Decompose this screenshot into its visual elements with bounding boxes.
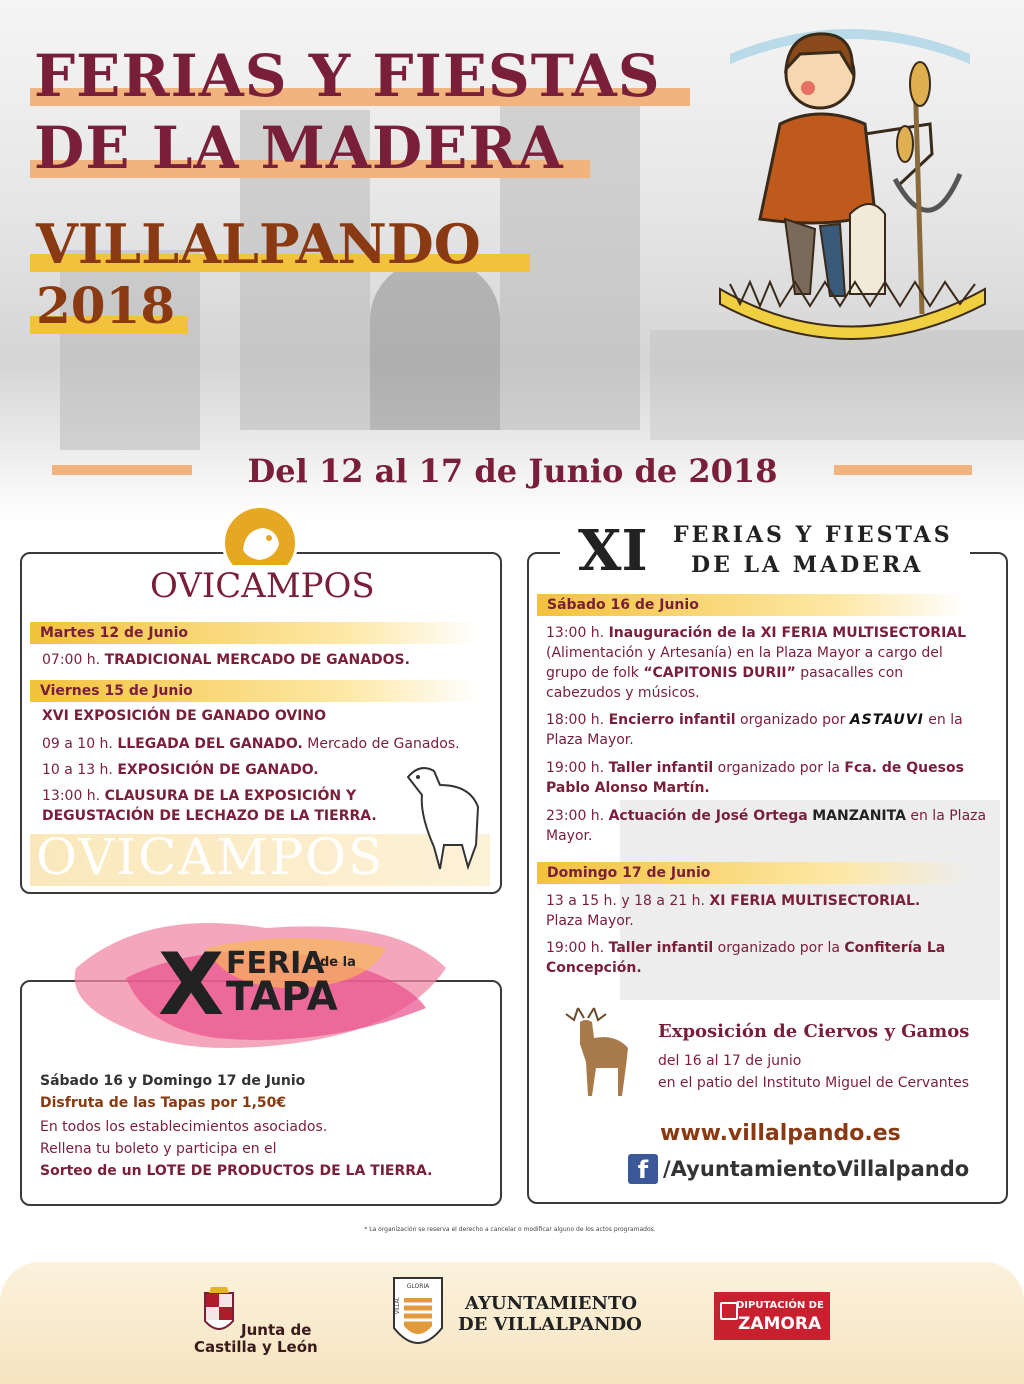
- schedule-item: (Alimentación y Artesanía) en la Plaza Mayor a cargo del: [546, 645, 943, 661]
- tapa-logo-dela: de la: [320, 955, 356, 970]
- schedule-item: 23:00 h. Actuación de José Ortega MANZANITA en la Plaza: [546, 808, 987, 824]
- schedule-item: Plaza Mayor.: [546, 913, 634, 929]
- town-name: VILLALPANDO: [36, 212, 481, 276]
- castle-gate: [370, 260, 500, 430]
- junta-coat-of-arms-icon: [203, 1285, 235, 1337]
- madera-roman: XI: [578, 518, 648, 584]
- schedule-item: DEGUSTACIÓN DE LECHAZO DE LA TIERRA.: [42, 808, 377, 824]
- deer-icon: [556, 1004, 636, 1104]
- shield-text: GLORIA: [406, 1283, 430, 1290]
- ayuntamiento-line2: DE VILLALPANDO: [458, 1314, 642, 1335]
- schedule-item: XVI EXPOSICIÓN DE GANADO OVINO: [42, 708, 327, 724]
- date-rule-right: [834, 465, 972, 475]
- day-label-sunday: Domingo 17 de Junio: [537, 862, 967, 884]
- schedule-item: 19:00 h. Taller infantil organizado por la Confitería La: [546, 940, 946, 956]
- junta-name-line2: Castilla y León: [194, 1338, 318, 1356]
- day-label-saturday: Sábado 16 de Junio: [537, 594, 967, 616]
- tapa-logo-feria: FERIA: [226, 946, 325, 981]
- tapa-logo-roman: X: [158, 935, 225, 1035]
- schedule-item: 13 a 15 h. y 18 a 21 h. XI FERIA MULTISECTORIAL.: [546, 893, 921, 909]
- tapa-logo-tapa: TAPA: [226, 974, 338, 1020]
- schedule-item: 10 a 13 h. EXPOSICIÓN DE GANADO.: [42, 762, 319, 778]
- medieval-woodcutter-illustration: [700, 14, 990, 344]
- year: 2018: [36, 276, 176, 335]
- schedule-item: Pablo Alonso Martín.: [546, 780, 710, 796]
- tapa-line: Rellena tu boleto y participa en el: [40, 1141, 277, 1157]
- schedule-item: cabezudos y músicos.: [546, 685, 700, 701]
- schedule-item: 07:00 h. TRADICIONAL MERCADO DE GANADOS.: [42, 652, 410, 668]
- schedule-item: 19:00 h. Taller infantil organizado por la Fca. de Quesos: [546, 760, 964, 776]
- diputacion-line2: ZAMORA: [738, 1314, 822, 1334]
- schedule-item: Concepción.: [546, 960, 642, 976]
- schedule-item: 09 a 10 h. LLEGADA DEL GANADO. Mercado de Ganados.: [42, 736, 460, 752]
- castle-wall: [650, 330, 1024, 440]
- villalpando-shield-icon: [390, 1274, 446, 1358]
- disclaimer: * La organización se reserva el derecho a cancelar o modificar alguno de los actos programados.: [364, 1226, 656, 1233]
- schedule-item: grupo de folk “CAPITONIS DURII” pasacalles con: [546, 665, 904, 681]
- tapa-dates: Sábado 16 y Domingo 17 de Junio: [40, 1073, 306, 1089]
- schedule-item: Mayor.: [546, 828, 593, 844]
- madera-title-line1: FERIAS Y FIESTAS: [673, 522, 953, 548]
- event-dates: Del 12 al 17 de Junio de 2018: [247, 452, 778, 490]
- diputacion-logo: [714, 1292, 830, 1340]
- date-rule-left: [52, 465, 192, 475]
- deer-exhibit-place: en el patio del Instituto Miguel de Cervantes: [658, 1075, 970, 1091]
- sheep-icon: [400, 755, 490, 875]
- diputacion-line1: DIPUTACIÓN DE: [736, 1300, 824, 1311]
- schedule-item: 13:00 h. CLAUSURA DE LA EXPOSICIÓN Y: [42, 788, 357, 804]
- day-label-friday: Viernes 15 de Junio: [30, 680, 480, 702]
- junta-name-line1: Junta de: [241, 1321, 312, 1339]
- deer-exhibit-dates: del 16 al 17 de junio: [658, 1053, 802, 1069]
- ayuntamiento-line1: AYUNTAMIENTO: [465, 1293, 638, 1314]
- day-label-tuesday: Martes 12 de Junio: [30, 622, 480, 644]
- facebook-link[interactable]: /AyuntamientoVillalpando: [663, 1157, 970, 1181]
- deer-exhibit-title: Exposición de Ciervos y Gamos: [658, 1021, 970, 1042]
- ovicampos-watermark: OVICAMPOS: [36, 828, 385, 886]
- ovicampos-logo-text: OVICAMPOS: [150, 566, 375, 606]
- main-title-line1: FERIAS Y FIESTAS: [34, 42, 661, 110]
- website-link[interactable]: www.villalpando.es: [660, 1121, 901, 1146]
- astauvi-logo: ASTAUVI: [849, 712, 924, 728]
- tapa-line: Sorteo de un LOTE DE PRODUCTOS DE LA TIERRA.: [40, 1163, 433, 1179]
- tapa-offer: Disfruta de las Tapas por 1,50€: [40, 1095, 287, 1111]
- schedule-item: Plaza Mayor.: [546, 732, 634, 748]
- schedule-item: 13:00 h. Inauguración de la XI FERIA MULTISECTORIAL: [546, 625, 967, 641]
- tapa-line: En todos los establecimientos asociados.: [40, 1119, 328, 1135]
- main-title-line2: DE LA MADERA: [34, 114, 564, 182]
- madera-title-line2: DE LA MADERA: [691, 552, 924, 578]
- facebook-icon[interactable]: f: [628, 1154, 658, 1184]
- schedule-item: 18:00 h. Encierro infantil organizado por ASTAUVI en la: [546, 712, 963, 728]
- shield-text: VILLAL: [395, 1297, 401, 1314]
